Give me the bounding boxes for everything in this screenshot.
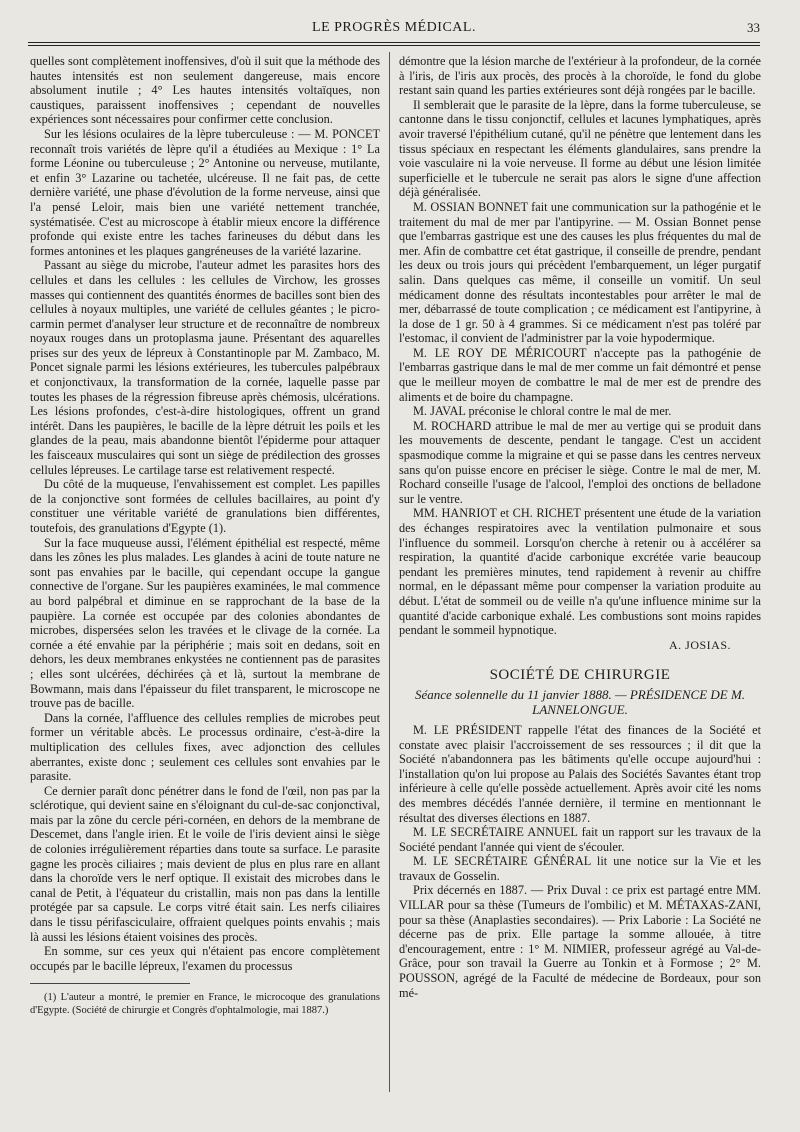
footnote-rule [30,983,190,984]
page-header [28,20,760,42]
paragraph: M. OSSIAN BONNET fait une communication sur la pathogénie et le traitement du mal de mer par l'antipyrine. — M. Ossian Bonnet pense que l'embarras gastrique est une des causes les plus fréquentes du mal de mer. Afin de combattre cet état gastrique, il conseille de prendre, pendant les deux ou trois jours qui précèdent l'embarquement, un léger purgatif salin. Dans quelques cas même, il conseille un vomitif. Un seul médicament donne des résultats incontestables pour arrêter le mal de mer, débarrassé de toute complication ; ce médicament est l'antipyrine, à la dose de 1 gr. 50 à 4 grammes. Si ce médicament n'est pas toléré par l'estomac, il convient de l'administrer par la voie hypodermique. [399,199,761,346]
paragraph: démontre que la lésion marche de l'extérieur à la profondeur, de la cornée à l'iris, de l'iris aux procès, des procès à la choroïde, le fond du globe restant sain quand les parties extérieures sont déjà rongées par le bacille. [399,54,761,98]
right-column [399,54,761,1000]
paragraph: M. LE SECRÉTAIRE ANNUEL fait un rapport sur les travaux de la Société pendant l'année qui vient de s'écouler. [399,825,761,854]
paragraph: En somme, sur ces yeux qui n'étaient pas encore complètement occupés par le bacille lépreux, l'examen du processus [30,944,380,973]
section-subtitle: Séance solennelle du 11 janvier 1888. — PRÉSIDENCE DE M. LANNELONGUE. [414,686,746,717]
paragraph: Ce dernier paraît donc pénétrer dans le fond de l'œil, non pas par la sclérotique, qui devient saine en s'éloignant du cul-de-sac conjonctival, mais par la zône du cercle péri-cornéen, en dehors de la membrane de Descemet, dans l'angle irien. Et le voile de l'iris devient ainsi le siège de colonies irrégulièrement réparties dans toute sa surface. Le parasite gagne les procès ciliaires ; mais devient de plus en plus rare en allant dans la choroïde vers le nerf optique. Il existait des microbes dans le canal de Petit, à l'équateur du cristallin, mais non pas dans la lentille protégée par sa capsule. Le corps vitré était sain. Les nerfs ciliaires dans le tissu périfasciculaire, offraient quelques points envahis ; mais là aussi les lésions étaient voisines des procès. [30,783,380,944]
column-divider [389,52,390,1092]
paragraph: MM. HANRIOT et CH. RICHET présentent une étude de la variation des échanges respiratoires avec la ventilation pulmonaire et sous l'influence du sommeil. Lorsqu'on cherche à retenir ou à accélérer sa respiration, la quantité d'acide carbonique excrétée varie beaucoup pendant les premières minutes, tend rapidement à revenir au chiffre normal, en le dépassant même pour compenser la variation produite au début. L'état de sommeil ou de veille n'a qu'une influence minime sur la quantité d'acide carbonique exhalé. Les combustions sont moins rapides pendant le sommeil hypnotique. [399,506,761,638]
paragraph: quelles sont complètement inoffensives, d'où il suit que la méthode des hautes intensités est non seulement dangereuse, mais encore absolument inutile ; 4° Les hautes intensités voltaïques, non caustiques, paraissent inoffensives ; cependant de nouvelles expériences sont nécessaires pour confirmer cette conclusion. [30,54,380,127]
paragraph: M. LE SECRÉTAIRE GÉNÉRAL lit une notice sur la Vie et les travaux de Gosselin. [399,854,761,883]
author-signature: A. JOSIAS. [668,637,731,652]
section-title: SOCIÉTÉ DE CHIRURGIE [489,667,671,684]
paragraph: Sur les lésions oculaires de la lèpre tuberculeuse : — M. PONCET reconnaît trois variétés de lèpre qu'il a étudiées au Mexique : 1° La forme Léonine ou tuberculeuse ; 2° Antonine ou nerveuse, mutilante, et enfin 3° Lazarine ou tachetée, ulcéreuse. Il ne fait pas, de cette dernière variété, une phase d'évolution de la forme nerveuse, ainsi que l'a pensé Leloir, mais bien une variété nettement tranchée, systématisée. C'est au microscope à établir mieux encore la différence profonde qui existe entre les taches farineuses du début dans les formes antonines et les plaques gangréneuses de la variété lazarine. [30,126,380,258]
paragraph: Passant au siège du microbe, l'auteur admet les parasites hors des cellules et dans les cellules : les cellules de Virchow, les grosses masses qui contiennent des quantités énormes de bacilles sont bien des cellules à noyaux multiples, une variété de cellules géantes ; le picro-carmin permet d'analyser leur structure et de reconnaître de nombreux noyaux rouges dans un protoplasma jaune. Présentant des aquarelles prises sur des yeux de lépreux à Constantinople par M. Zambaco, M. Poncet signale parmi les lésions extérieures, les tubercules palpébraux et conjonctivaux, la transformation de la cornée, laquelle passe par toutes les phases de la régression fibreuse après chémosis, ulcérations. Les lésions profondes, c'est-à-dire histologiques, offrent un grand intérêt. Dans les paupières, le bacille de la lèpre détruit les poils et les glandes de la peau, mais abandonne bientôt l'épiderme pour attaquer les faisceaux musculaires qui sont un siège de prédilection des grosses cellules lépreuses. Le cartilage tarse est relativement respecté. [30,258,380,477]
paragraph: Sur la face muqueuse aussi, l'élément épithélial est respecté, même dans les zônes les plus malades. Les glandes à acini de toute nature ne sont pas envahies par le bacille, qui cependant occupe la gangue connective de l'organe. Sur les paupières examinées, le mal commence au bord palpébral et diminue en se rapprochant de la base de la paupière. La cornée est occupée par des colonies abondantes de microbes, dispersées selon les travées et le clivage de la cornée. La cornée a été envahie par la périphérie ; mais soit en dedans, soit en dehors, les deux membranes enkystées ne contiennent pas de parasites ; elles sont ulcérées, déchirées çà et là, surtout la membrane de Bowmann, mais dans l'épaisseur du filet transparent, le microscope ne trouve pas de bacille. [30,535,380,711]
running-title: LE PROGRÈS MÉDICAL. [312,20,476,35]
header-rule-top [28,42,760,43]
paragraph: M. LE ROY DE MÉRICOURT n'accepte pas la pathogénie de l'embarras gastrique dans le mal de mer comme un fait démontré et pense que le meilleur moyen de combattre le mal de mer est de prendre des aliments et de boire du champagne. [399,345,761,404]
paragraph: M. JAVAL préconise le chloral contre le mal de mer. [413,404,672,419]
header-rule-bottom [28,45,760,46]
left-column [30,54,380,1018]
paragraph: M. LE PRÉSIDENT rappelle l'état des finances de la Société et constate avec plaisir l'accroissement de ses ressources ; il dit que la Société n'abandonnera pas les bâtiments qu'elle occupe aujourd'hui : l'installation qu'on lui propose au Palais des Sociétés Savantes étant trop inférieure à celle qu'elle possède actuellement. Après avoir cité les noms des membres décédés l'année dernière, il termine en mentionnant le résultat des diverses élections en 1887. [399,722,761,825]
footnote: (1) L'auteur a montré, le premier en France, le microcoque des granulations d'Egypte. (Société de chirurgie et Congrès d'ophtalmologie, mai 1887.) [30,992,380,1016]
page-number: 33 [747,20,760,35]
paragraph: Dans la cornée, l'affluence des cellules remplies de microbes peut former un véritable abcès. Le processus ordinaire, c'est-à-dire la multiplication des cellules fixes, avec adjonction des cellules aberrantes, existe donc ; seulement ces cellules sont envahies par le parasite. [30,710,380,784]
paragraph: M. ROCHARD attribue le mal de mer au vertige qui se produit dans les mouvements de descente, pendant le tangage. C'est un accident spasmodique comme la migraine et qui se passe dans les centres nerveux sans qu'on puisse encore en préciser le siège. Contre le mal de mer, M. Rochard conseille l'usage de l'alcool, l'emploi des onctions de belladone sur le ventre. [399,418,761,506]
paragraph: Prix décernés en 1887. — Prix Duval : ce prix est partagé entre MM. VILLAR pour sa thèse (Tumeurs de l'ombilic) et M. MÉTAXAS-ZANI, pour sa thèse (Anaplasties secondaires). — Prix Laborie : La Société ne décerne pas de prix. Elle partage la somme allouée, à titre d'encouragement, entre : 1° M. NIMIER, professeur agrégé au Val-de-Grâce, pour son travail la Guerre au Tonkin et à Formose ; 2° M. POUSSON, agrégé de la Faculté de médecine de Bordeaux, pour son mé- [399,883,761,1000]
paragraph: Du côté de la muqueuse, l'envahissement est complet. Les papilles de la conjonctive sont formées de cellules bacillaires, au point d'y constituer une véritable variété de granulations bien différentes, toutefois, des granulations d'Egypte (1). [30,477,380,535]
paragraph: Il semblerait que le parasite de la lèpre, dans la forme tuberculeuse, se cantonne dans le tissu conjonctif, cellules et lacunes lymphatiques, après avoir traversé l'épithélium cutané, qu'il ne pénètre que lentement dans les tissus spéciaux en respectant les éléments glandulaires, sans prendre la voie vasculaire ni la voie nerveuse. Il forme au début une lésion limitée superficielle et le tubercule ne serait pas alors le signe d'une affection déjà généralisée. [399,97,761,200]
